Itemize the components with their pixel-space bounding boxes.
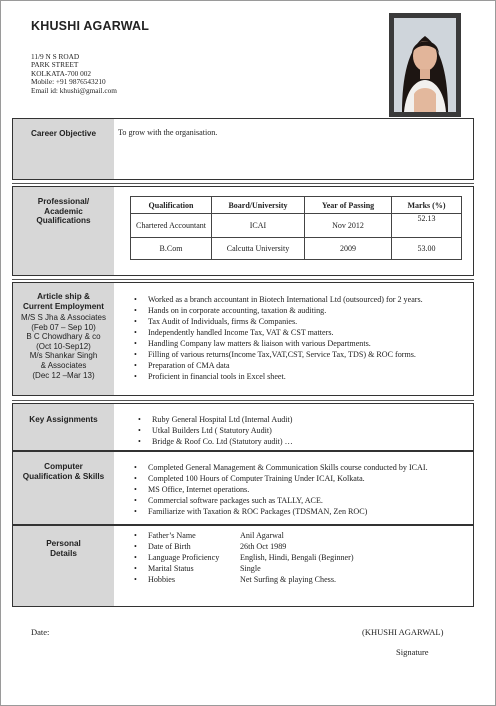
firm-name: M/S S Jha & Associates: [21, 313, 106, 322]
table-cell: Calcutta University: [212, 238, 305, 260]
key-assignments-section: [12, 403, 474, 451]
mobile-line: Mobile: +91 9876543210: [31, 77, 106, 87]
list-item: • Hobbies Net Surfing & playing Chess.: [134, 574, 354, 585]
table-cell: ICAI: [212, 214, 305, 238]
key-assignments-label: Key Assignments: [29, 415, 98, 424]
employment-section: [12, 282, 474, 396]
employment-firms: [13, 313, 114, 380]
employment-list: [134, 294, 423, 382]
list-item: • Commercial software packages such as TALLY, ACE.: [134, 495, 428, 506]
career-objective-section: [12, 118, 474, 180]
list-item: • Worked as a branch accountant in Biotech International Ltd (outsourced) for 2 years.: [134, 294, 423, 305]
list-item: • Utkal Builders Ltd ( Statutory Audit): [138, 425, 293, 436]
table-cell: B.Com: [131, 238, 212, 260]
qualifications-section: [12, 186, 474, 276]
firm-period: (Dec 12 –Mar 13): [32, 370, 95, 380]
qualifications-table: [130, 196, 462, 260]
firm-period: (Oct 10-Sep12): [36, 341, 91, 351]
list-item: • Date of Birth 26th Oct 1989: [134, 541, 354, 552]
personal-details-list: [134, 530, 354, 585]
profile-photo: [389, 13, 461, 117]
table-header: Marks (%): [392, 197, 462, 214]
list-item: • Bridge & Roof Co. Ltd (Statutory audit) …: [138, 436, 293, 447]
address-block: [31, 53, 117, 95]
list-item: • Marital Status Single: [134, 563, 354, 574]
divider: [12, 183, 474, 184]
list-item: • Father’s Name Anil Agarwal: [134, 530, 354, 541]
personal-details-section: [12, 525, 474, 607]
list-item: • Completed General Management & Communication Skills course conducted by ICAI.: [134, 462, 428, 473]
table-cell: 52.13: [392, 214, 462, 238]
table-cell: Nov 2012: [305, 214, 392, 238]
list-item: • Preparation of CMA data: [134, 360, 423, 371]
table-row: [131, 238, 462, 260]
list-item: • MS Office, Internet operations.: [134, 484, 428, 495]
computer-skills-list: [134, 462, 428, 517]
employment-label: Article ship & Current Employment: [23, 292, 104, 311]
address-line: 11/9 N S ROAD: [31, 52, 80, 61]
list-item: • Completed 100 Hours of Computer Training Under ICAI, Kolkata.: [134, 473, 428, 484]
firm-period: (Feb 07 – Sep 10): [31, 322, 96, 332]
table-cell: Chartered Accountant: [131, 214, 212, 238]
list-item: • Hands on in corporate accounting, taxation & auditing.: [134, 305, 423, 316]
divider: [12, 400, 474, 401]
personal-details-label: Personal Details: [46, 539, 81, 558]
career-objective-text: To grow with the organisation.: [118, 128, 218, 137]
list-item: • Proficient in financial tools in Excel sheet.: [134, 371, 423, 382]
email-line: Email id: khushi@gmail.com: [31, 85, 117, 95]
address-line: PARK STREET: [31, 60, 79, 70]
signature-name: (KHUSHI AGARWAL): [362, 627, 444, 637]
table-row: [131, 214, 462, 238]
table-header: Board/University: [212, 197, 305, 214]
career-objective-label: Career Objective: [30, 129, 97, 138]
portrait-icon: [394, 18, 456, 112]
qualifications-label: Professional/ Academic Qualifications: [36, 197, 91, 226]
list-item: • Ruby General Hospital Ltd (Internal Audit): [138, 414, 293, 425]
address-line: KOLKATA-700 002: [31, 68, 92, 78]
date-label: Date:: [31, 627, 50, 637]
list-item: • Independently handled Income Tax, VAT & CST matters.: [134, 327, 423, 338]
candidate-name: KHUSHI AGARWAL: [31, 19, 150, 33]
table-header: Qualification: [131, 197, 212, 214]
table-header-row: [131, 197, 462, 214]
list-item: • Filling of various returns(Income Tax,VAT,CST, Service Tax, TDS) & ROC forms.: [134, 349, 423, 360]
list-item: • Tax Audit of Individuals, firms & Companies.: [134, 316, 423, 327]
computer-skills-section: [12, 451, 474, 525]
list-item: • Handling Company law matters & liaison with various Departments.: [134, 338, 423, 349]
list-item: • Familiarize with Taxation & ROC Packages (TDSMAN, Zen ROC): [134, 506, 428, 517]
table-cell: 2009: [305, 238, 392, 260]
table-header: Year of Passing: [305, 197, 392, 214]
firm-name: B C Chowdhary & co: [26, 332, 101, 342]
signature-label: Signature: [396, 647, 429, 657]
computer-skills-label: Computer Qualification & Skills: [22, 462, 105, 481]
list-item: • Language Proficiency English, Hindi, Bengali (Beginner): [134, 552, 354, 563]
table-cell: 53.00: [392, 238, 462, 260]
assignments-list: [138, 414, 293, 447]
divider: [12, 279, 474, 280]
section-label-bg: [13, 119, 114, 179]
firm-name: M/s Shankar Singh & Associates: [29, 351, 98, 370]
